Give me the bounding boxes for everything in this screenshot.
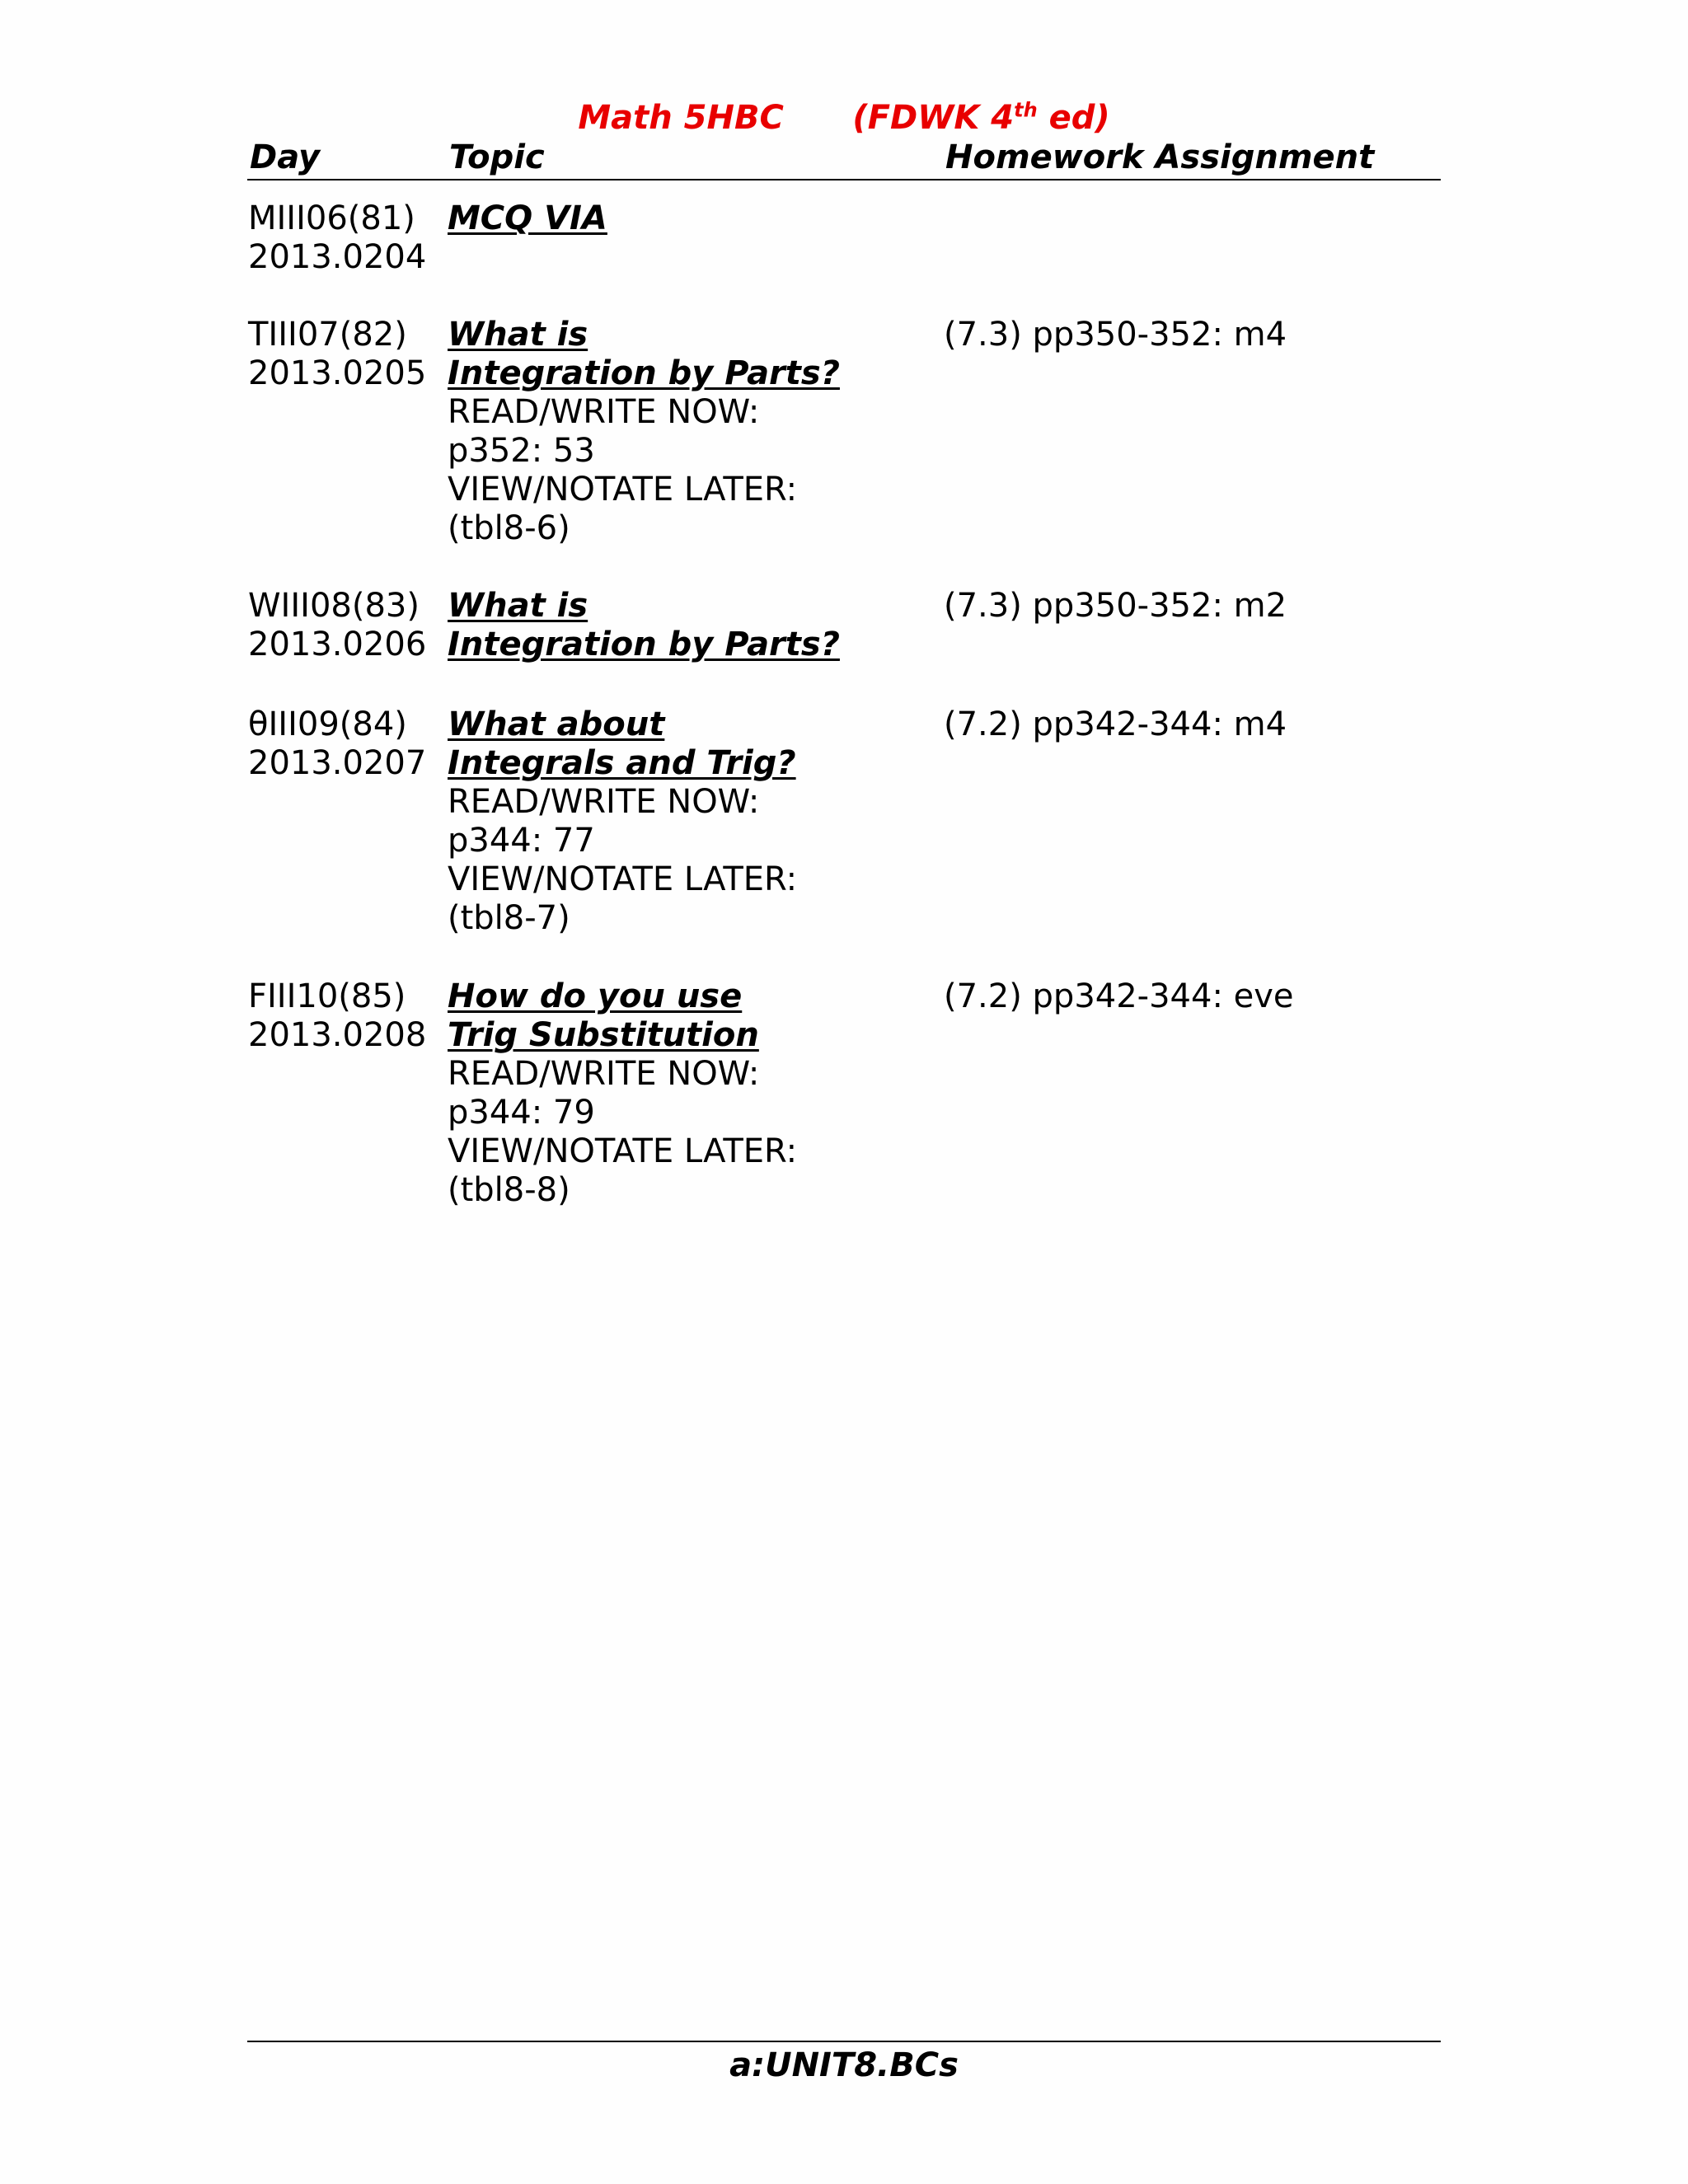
header-divider [247, 179, 1441, 180]
topic-note: (tbl8-7) [448, 899, 570, 937]
topic-note: (tbl8-8) [448, 1171, 570, 1209]
topic-note: READ/WRITE NOW: [448, 393, 760, 431]
topic-note: READ/WRITE NOW: [448, 1055, 760, 1093]
row-topic-cell [448, 705, 797, 938]
topic-note: p352: 53 [448, 432, 595, 470]
row-topic-cell [448, 316, 840, 548]
textbook-label [852, 99, 1109, 137]
topic-note: p344: 77 [448, 822, 595, 860]
textbook-suffix: ed) [1037, 99, 1110, 137]
day-code: TIII07(82) [248, 316, 407, 354]
row-day-cell [248, 977, 426, 1055]
row-topic-cell [448, 977, 797, 1210]
day-date: 2013.0206 [248, 626, 427, 663]
day-date: 2013.0205 [248, 354, 427, 392]
day-code: FIII10(85) [248, 977, 406, 1015]
row-day-cell [248, 199, 426, 277]
topic-title: Integrals and Trig? [448, 744, 796, 782]
topic-note: (tbl8-6) [448, 509, 570, 547]
topic-note: VIEW/NOTATE LATER: [448, 471, 798, 509]
day-code: MIII06(81) [248, 199, 415, 237]
row-day-cell [248, 705, 426, 783]
topic-title: Integration by Parts? [448, 626, 840, 663]
course-name: Math 5HBC [578, 99, 784, 137]
row-homework-cell [944, 316, 1287, 354]
column-header-homework: Homework Assignment [945, 138, 1375, 176]
column-header-topic: Topic [449, 138, 545, 176]
topic-title: What about [448, 705, 665, 743]
day-date: 2013.0207 [248, 744, 427, 782]
topic-title: What is [448, 587, 588, 625]
topic-title: MCQ VIA [448, 199, 607, 237]
row-day-cell [248, 316, 426, 393]
topic-note: READ/WRITE NOW: [448, 783, 760, 821]
footer-label: a:UNIT8.BCs [729, 2046, 959, 2084]
row-homework-cell [944, 587, 1287, 626]
row-homework-cell [944, 705, 1287, 744]
homework-assignment: (7.2) pp342-344: m4 [944, 705, 1287, 743]
homework-assignment: (7.3) pp350-352: m2 [944, 587, 1287, 625]
topic-title: How do you use [448, 977, 743, 1015]
textbook-prefix: (FDWK 4 [852, 99, 1015, 137]
row-topic-cell [448, 587, 840, 664]
day-code: WIII08(83) [248, 587, 420, 625]
day-code: θIII09(84) [248, 705, 407, 743]
day-date: 2013.0204 [248, 238, 427, 276]
topic-title: What is [448, 316, 588, 354]
topic-title: Integration by Parts? [448, 354, 840, 392]
row-day-cell [248, 587, 426, 664]
row-homework-cell [944, 977, 1294, 1016]
row-topic-cell [448, 199, 607, 238]
column-header-day: Day [250, 138, 321, 176]
day-date: 2013.0208 [248, 1016, 427, 1054]
homework-assignment: (7.3) pp350-352: m4 [944, 316, 1287, 354]
edition-superscript: th [1014, 98, 1038, 122]
topic-title: Trig Substitution [448, 1016, 759, 1054]
topic-note: VIEW/NOTATE LATER: [448, 860, 798, 898]
topic-note: p344: 79 [448, 1094, 595, 1132]
topic-note: VIEW/NOTATE LATER: [448, 1132, 798, 1170]
homework-assignment: (7.2) pp342-344: eve [944, 977, 1294, 1015]
